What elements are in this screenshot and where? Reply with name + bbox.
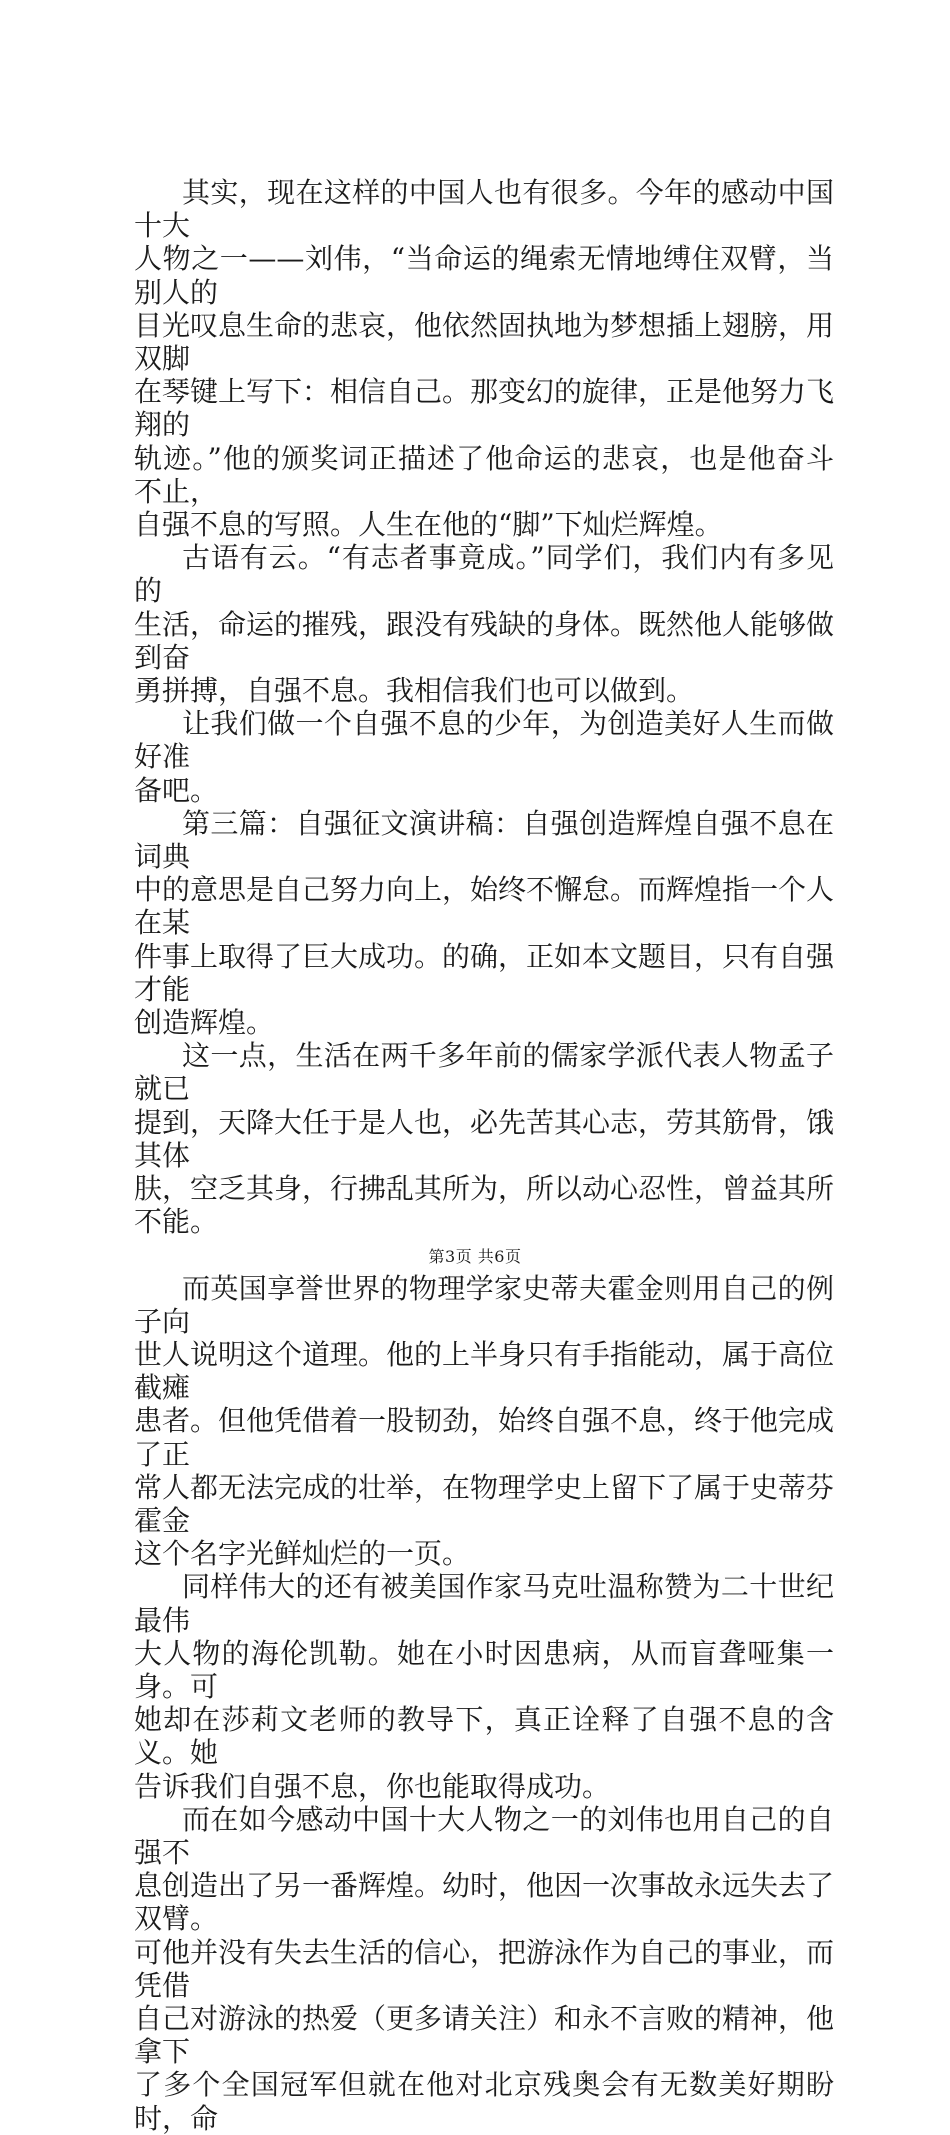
paragraph-2: 古语有云。“有志者事竟成。”同学们，我们内有多见的 生活，命运的摧残，跟没有残缺的身体。既然他人能够做到奋 勇拼搏，自强不息。我相信我们也可以做到。 bbox=[134, 541, 835, 708]
paragraph-5: 这一点，生活在两千多年前的儒家学派代表人物孟子就已 提到，天降大任于是人也，必先苦其心志，劳其筋骨，饿其体 肤，空乏其身，行拂乱其所为，所以动心忍性，曾益其所不能。 bbox=[134, 1039, 835, 1239]
page-footer bbox=[0, 1244, 950, 1267]
paragraph-6: 而英国享誉世界的物理学家史蒂夫霍金则用自己的例子向 世人说明这个道理。他的上半身只有手指能动，属于高位截瘫 患者。但他凭借着一股韧劲，始终自强不息，终于他完成了正 常人都无法完成的壮举，在物理学史上留下了属于史蒂芬霍金 这个名字光鲜灿烂的一页。 bbox=[134, 1271, 835, 1571]
paragraph-3: 让我们做一个自强不息的少年，为创造美好人生而做好准 备吧。 bbox=[134, 707, 834, 807]
page-indicator: 第3页 共6页 bbox=[428, 1247, 522, 1266]
paragraph-4: 第三篇：自强征文演讲稿：自强创造辉煌自强不息在词典 中的意思是自己努力向上，始终不懈怠。而辉煌指一个人在某 件事上取得了巨大成功。的确，正如本文题目，只有自强才能 创造辉煌。 bbox=[134, 806, 835, 1040]
paragraph-8: 而在如今感动中国十大人物之一的刘伟也用自己的自强不 息创造出了另一番辉煌。幼时，他因一次事故永远失去了双臂。 可他并没有失去生活的信心，把游泳作为自己的事业，而凭借 自己对游泳的热爱（更多请关注）和永不言败的精神，他拿下 了多个全国冠军但就在他对北京残奥会有无数美好期盼时，命 bbox=[134, 1802, 835, 2135]
paragraph-7: 同样伟大的还有被美国作家马克吐温称赞为二十世纪最伟 大人物的海伦凯勒。她在小时因患病，从而盲聋哑集一身。可 她却在莎莉文老师的教导下，真正诠释了自强不息的含义。她 告诉我们自强不息，你也能取得成功。 bbox=[134, 1570, 834, 1803]
paragraph-1: 其实，现在这样的中国人也有很多。今年的感动中国十大 人物之一——刘伟，“当命运的绳索无情地缚住双臂，当别人的 目光叹息生命的悲哀，他依然固执地为梦想插上翅膀，用双脚 在琴键上写下：相信自己。那变幻的旋律，正是他努力飞翔的 轨迹。”他的颁奖词正描述了他命运的悲哀，也是他奋斗不止， 自强不息的写照。人生在他的“脚”下灿烂辉煌。 bbox=[134, 176, 835, 542]
document-body bbox=[134, 176, 834, 2135]
